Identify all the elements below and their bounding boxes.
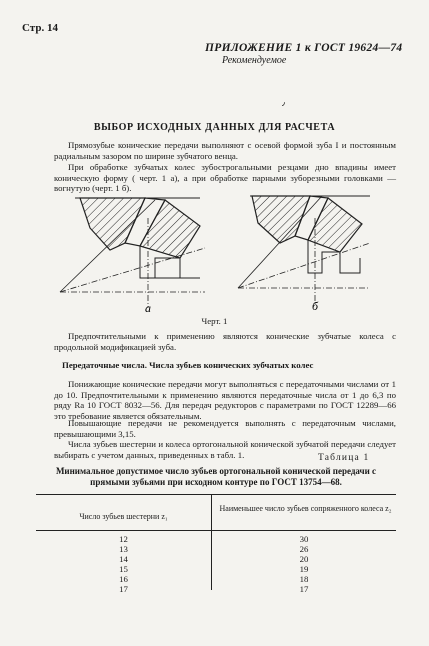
section-title: ВЫБОР ИСХОДНЫХ ДАННЫХ ДЛЯ РАСЧЕТА: [93, 122, 336, 133]
table-cell: 15: [119, 564, 128, 574]
paragraph-4: Понижающие конические передачи могут выполняться с передаточными числами от 1 до 10. Предпочтительными к применению являются передаточные числа от 1 до 6,3 по ряду Ra 10 ГОСТ 8032—56. Для передач редукторов с параметрами по ГОСТ 12289—66 это требование является обязательным.: [54, 379, 396, 421]
table-column-z2: [212, 534, 396, 594]
table-cell: 26: [299, 544, 309, 554]
figure-label-a: а: [145, 301, 151, 315]
paragraph-3: Предпочтительными к применению являются конические зубчатые колеса с продольной модификацией зуба.: [54, 331, 396, 352]
table-header-z2: Наименьшее число зубьев сопряженного колеса z₂: [219, 504, 392, 513]
appendix-header: ПРИЛОЖЕНИЕ 1 к ГОСТ 19624—74: [205, 42, 403, 54]
page-number: Стр. 14: [22, 22, 58, 34]
table-label: Таблица 1: [318, 453, 370, 463]
figure-a-drawing: [60, 198, 205, 308]
table-title: Минимальное допустимое число зубьев ортогональной конической передачи с прямыми зубьями при исходном контуре по ГОСТ 13754—68.: [55, 466, 377, 487]
figure-1: [40, 188, 390, 321]
table-cell: 17: [299, 584, 309, 594]
subsection-title: Передаточные числа. Числа зубьев конических зубчатых колес: [62, 360, 314, 370]
paragraph-1: Прямозубые конические передачи выполняют с осевой формой зуба I и постоянным радиальным зазором по ширине зубчатого венца.: [54, 140, 396, 161]
figure-drawing: [40, 188, 390, 316]
figure-b-drawing: [238, 196, 370, 306]
figure-label-b: б: [311, 299, 319, 313]
table-cell: 18: [299, 574, 309, 584]
table-cell: 17: [119, 584, 128, 594]
table-cell: 14: [119, 554, 128, 564]
recommended-note: Рекомендуемое: [222, 55, 287, 66]
table-column-z1: [36, 534, 211, 594]
table-top-rule: [36, 494, 396, 495]
table-cell: 30: [299, 534, 309, 544]
table-cell: 16: [119, 574, 128, 584]
table-cell: 13: [119, 544, 128, 554]
paragraph-5: Повышающие передачи не рекомендуется выполнять с передаточным числами, превышающими 3,15.: [54, 418, 396, 439]
paragraph-2: При обработке зубчатых колес зубострогальными резцами дно впадины имеет коническую форму ( черт. 1 а), а при обработке парными зуборезными головками — вогнутую (черт. 1 б).: [54, 162, 396, 194]
table-cell: 19: [299, 564, 309, 574]
table-header-z1: Число зубьев шестерни z₁: [79, 512, 168, 521]
table-header-rule: [36, 530, 396, 531]
stray-mark: ٫: [282, 97, 285, 107]
table-cell: 12: [119, 534, 128, 544]
paragraph-6: Числа зубьев шестерни и колеса ортогональной конической зубчатой передачи следует выбирать с учетом данных, приведенных в табл. 1.: [54, 439, 396, 460]
table-cell: 20: [299, 554, 309, 564]
figure-caption: Черт. 1: [201, 316, 228, 326]
